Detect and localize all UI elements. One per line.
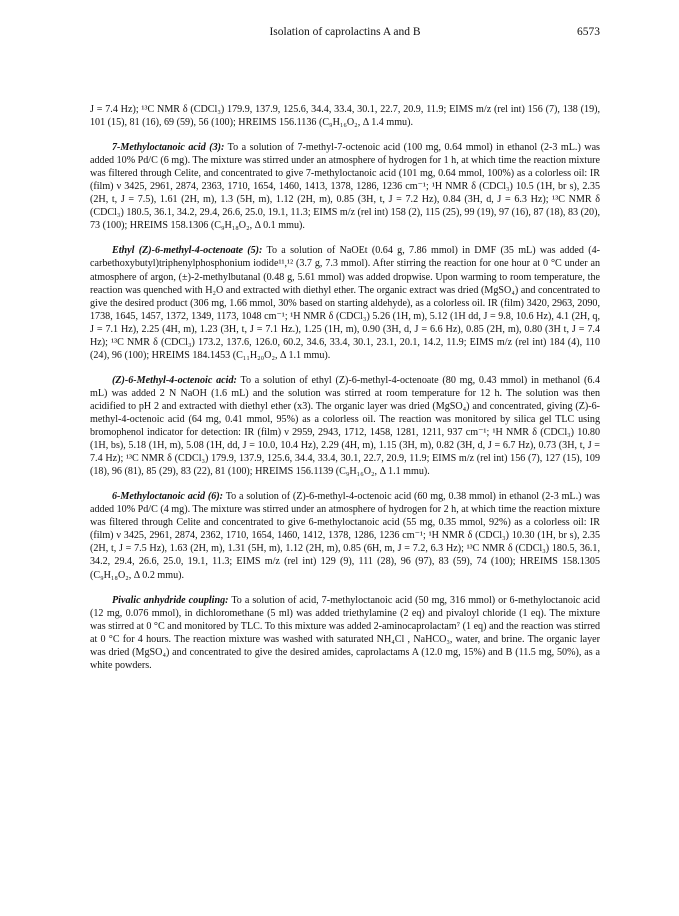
paragraph-7-methyloctanoic-acid (90, 141, 600, 232)
paragraph-heading: (Z)-6-Methyl-4-octenoic acid: (112, 374, 237, 386)
paragraph-text: To a solution of ethyl (Z)-6-methyl-4-octenoate (80 mg, 0.43 mmol) in methanol (6.4 mL) was added 2 N NaOH (1.6 mL) and the solution was stirred at room temperature for 12 h. The solution was then acidified to pH 2 and extracted with diethyl ether (x3). The organic layer was dried (MgSO₄) and concentrated, giving (Z)-6-methyl-4-octenoic acid (64 mg, 0.41 mmol, 95%) as a colorless oil. The reaction was monitored by silica gel TLC using bromophenol indicator for detection: IR (film) ν 2959, 2943, 1712, 1458, 1281, 1211, 937 cm⁻¹; ¹H NMR δ (CDCl₃) 10.80 (1H, bs), 5.18 (1H, m), 5.08 (1H, dd, J = 10.0, 10.4 Hz), 2.29 (4H, m), 1.15 (3H, m), 0.82 (3H, d, J = 6.7 Hz), 0.73 (3H, t, J = 7.4 Hz); ¹³C NMR δ (CDCl₃) 179.9, 137.9, 125.6, 34.4, 33.4, 30.1, 22.7, 20.9, 11.9; EIMS m/z (rel int) 156 (7), 127 (15), 109 (18), 96 (81), 85 (29), 83 (22), 81 (100); HREIMS 156.1139 (C₉H₁₆O₂, Δ 1.1 mmu). (90, 374, 600, 478)
paragraph-text: To a solution of (Z)-6-methyl-4-octenoic acid (60 mg, 0.38 mmol) in ethanol (2-3 mL.) was added 10% Pd/C (4 mg). The mixture was stirred under an atmosphere of hydrogen for 2 h, at which time the reaction mixture was filtered through Celite and concentrated to give 6-methyloctanoic acid (55 mg, 0.35 mmol, 92%) as a colorless oil: IR (film) ν 3425, 2961, 2874, 2362, 1710, 1654, 1460, 1412, 1378, 1286, 1236 cm⁻¹; ¹H NMR δ (CDCl₃) 10.30 (1H, br s), 2.35 (2H, t, J = 7.5 Hz), 1.63 (2H, m), 1.31 (5H, m), 1.12 (2H, m), 0.85 (6H, m, J = 7.2, 6.3 Hz); ¹³C NMR δ (CDCl₃) 180.5, 36.1, 34.2, 29.4, 26.6, 25.0, 19.1, 11.3; EIMS m/z (rel int) 129 (9), 111 (28), 96 (97), 83 (59), 74 (100); HREIMS 158.1305 (C₉H₁₈O₂, Δ 0.2 mmu). (90, 491, 600, 581)
paragraph-heading: Pivalic anhydride coupling: (112, 594, 229, 606)
paragraph-heading: 6-Methyloctanoic acid (6): (112, 491, 224, 503)
body-text (90, 103, 600, 684)
paragraph-text: To a solution of 7-methyl-7-octenoic acid (100 mg, 0.64 mmol) in ethanol (2-3 mL.) was added 10% Pd/C (6 mg). The mixture was stirred under an atmosphere of hydrogen for 1 h, at which time the reaction mixture was filtered through Celite, and concentrated to give 7-methyloctanoic acid (101 mg, 0.64 mmol, 100%) as a colorless oil: IR (film) ν 3425, 2961, 2874, 2363, 1710, 1654, 1460, 1413, 1378, 1286, 1236 cm⁻¹; ¹H NMR δ (CDCl₃) 10.5 (1H, br s), 2.35 (2H, t, J = 7.5), 1.61 (2H, m), 1.3 (5H, m), 1.12 (2H, m), 0.85 (3H, t, J = 7.2 Hz), 0.84 (3H, d, J = 6.3 Hz); ¹³C NMR δ (CDCl₃) 180.5, 36.1, 34.2, 29.4, 26.6, 25.0, 19.1, 11.3; EIMS m/z (rel int) 158 (2), 115 (25), 99 (19), 97 (16), 87 (18), 83 (20), 73 (100); HREIMS 158.1306 (C₉H₁₈O₂, Δ 0.1 mmu). (90, 142, 600, 232)
paragraph-ethyl-octenoate (90, 244, 600, 361)
paragraph-octenoic-acid (90, 374, 600, 478)
paragraph-text: J = 7.4 Hz); ¹³C NMR δ (CDCl₃) 179.9, 137.9, 125.6, 34.4, 33.4, 30.1, 22.7, 20.9, 11.9; EIMS m/z (rel int) 156 (7), 138 (19), 101 (15), 81 (16), 69 (59), 56 (100); HREIMS 156.1136 (C₉H₁₆O₂, Δ 1.4 mmu). (90, 104, 600, 129)
paragraph-heading: 7-Methyloctanoic acid (3): (112, 142, 225, 154)
paragraph-text: To a solution of NaOEt (0.64 g, 7.86 mmol) in DMF (35 mL) was added (4-carbethoxybutyl)triphenylphosphonium iodide¹¹,¹² (3.7 g, 7.3 mmol). After stirring the reaction for one hour at 0 °C under an atmosphere of argon, (±)-2-methylbutanal (0.48 g, 5.61 mmol) was added dropwise. Upon warming to room temperature, the reaction was quenched with H₂O and extracted with diethyl ether. The organic extract was dried (MgSO₄) and concentrated to give the desired product (306 mg, 1.66 mmol, 30% based on starting aldehyde), as a colorless oil. IR (film) 3420, 2963, 2090, 1738, 1645, 1457, 1372, 1349, 1173, 1048 cm⁻¹; ¹H NMR δ (CDCl₃) 5.26 (1H, m), 5.12 (1H dd, J = 9.8, 10.6 Hz), 4.1 (2H, q, J = 7.1 Hz), 2.25 (4H, m), 1.23 (3H, t, J = 7.1 Hz.), 1.25 (1H, m), 0.90 (3H, d, J = 6.6 Hz), 0.85 (2H, m), 0.80 (3H t, J = 7.4 Hz); ¹³C NMR δ (CDCl₃) 173.2, 137.6, 126.0, 60.2, 34.6, 33.4, 30.1, 23.1, 20.1, 14.2, 11.9; EIMS m/z (rel int) 184 (4), 110 (24), 96 (100); HREIMS 184.1453 (C₁₁H₂₀O₂, Δ 1.1 mmu). (90, 245, 600, 361)
paragraph-6-methyloctanoic-acid (90, 490, 600, 581)
page-header (90, 26, 600, 44)
running-title: Isolation of caprolactins A and B (269, 26, 421, 38)
paragraph-heading: Ethyl (Z)-6-methyl-4-octenoate (5): (112, 245, 263, 257)
paragraph-continuation (90, 103, 600, 129)
page-number: 6573 (577, 26, 600, 38)
paragraph-text: To a solution of acid, 7-methyloctanoic acid (50 mg, 316 mmol) or 6-methyloctanoic acid (12 mg, 0.076 mmol), in dichloromethane (5 ml) was added triethylamine (2 eq) and pivaloyl chloride (1 eq). The mixture was stirred at 0 °C and monitored by TLC. To this mixture was added 2-aminocaprolactam⁷ (1 eq) and the reaction was stirred at 0 °C for 4 hours. The reaction mixture was washed with saturated NH₄Cl , NaHCO₃, water, and brine. The organic layer was dried (MgSO₄) and concentrated to give the desired amides, caprolactams A (12.0 mg, 15%) and B (11.5 mg, 50%), as a white powders. (90, 594, 601, 671)
paragraph-pivalic-anhydride-coupling (90, 594, 600, 672)
